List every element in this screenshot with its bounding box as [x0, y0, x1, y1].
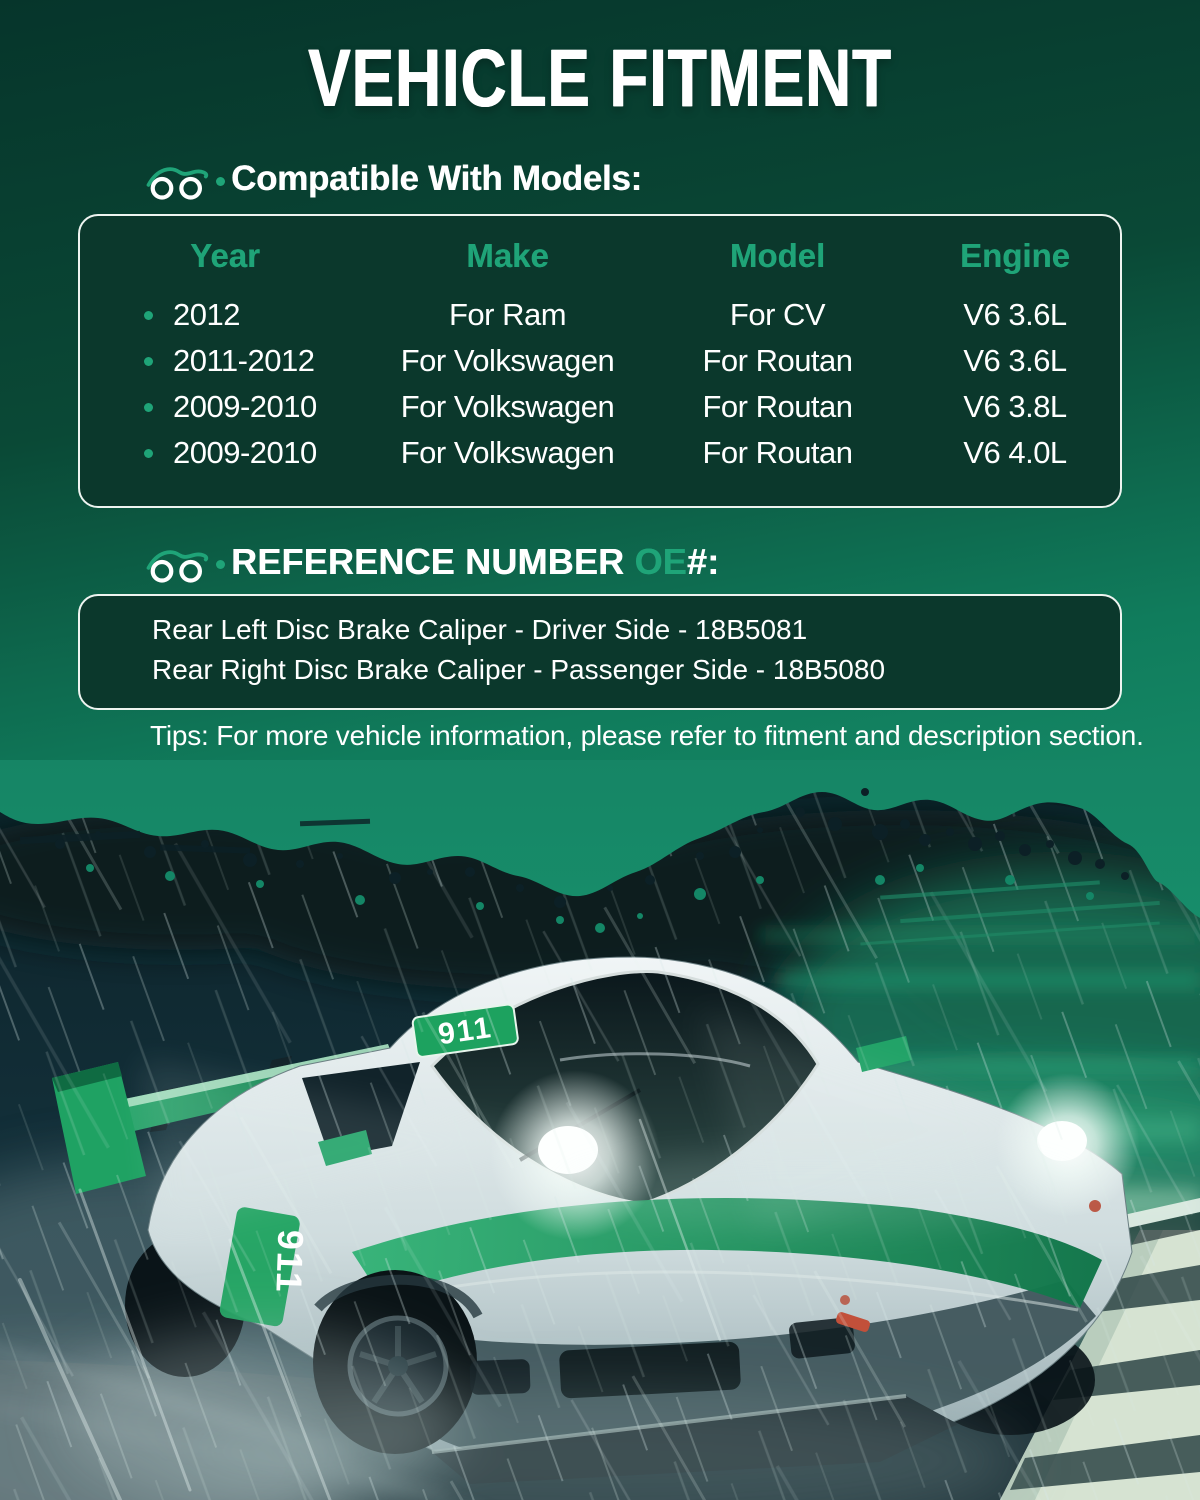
reference-heading — [231, 541, 719, 583]
make-value: For Volkswagen — [400, 343, 615, 378]
row-bullet — [144, 357, 153, 366]
page-title: VEHICLE FITMENT — [308, 33, 892, 124]
model-value: For Routan — [702, 389, 853, 424]
table-row — [80, 292, 1120, 338]
engine-value: V6 3.6L — [963, 297, 1067, 332]
engine-value: V6 3.8L — [963, 389, 1067, 424]
col-header-model: Model — [729, 237, 826, 274]
fitment-table-panel — [78, 214, 1122, 508]
row-bullet — [144, 449, 153, 458]
year-value: 2011-2012 — [173, 343, 315, 378]
reference-heading-prefix: REFERENCE NUMBER — [231, 541, 635, 582]
bullet-dot — [216, 177, 225, 186]
reference-heading-oe: OE — [634, 541, 687, 582]
tips-note: Tips: For more vehicle information, please refer to fitment and description section. — [150, 720, 1144, 751]
engine-value: V6 3.6L — [963, 343, 1067, 378]
make-value: For Volkswagen — [400, 389, 615, 424]
reference-heading-suffix: #: — [686, 541, 720, 582]
oe-line-right: Rear Right Disc Brake Caliper - Passenger Side - 18B5080 — [152, 654, 886, 685]
col-header-year: Year — [190, 237, 260, 274]
compatible-heading-row — [146, 154, 1200, 204]
model-value: For CV — [729, 297, 826, 332]
col-header-engine: Engine — [959, 237, 1070, 274]
row-bullet — [144, 311, 153, 320]
table-row — [80, 430, 1120, 476]
model-value: For Routan — [702, 343, 853, 378]
model-value: For Routan — [702, 435, 853, 470]
year-value: 2009-2010 — [173, 435, 317, 470]
table-row — [80, 384, 1120, 430]
bullet-dot — [216, 560, 225, 569]
fitment-table-header — [80, 234, 1120, 278]
car-silhouette-icon — [146, 156, 210, 202]
row-bullet — [144, 403, 153, 412]
col-header-make: Make — [466, 237, 549, 274]
year-value: 2012 — [173, 297, 240, 332]
make-value: For Volkswagen — [400, 435, 615, 470]
year-value: 2009-2010 — [173, 389, 317, 424]
compatible-heading: Compatible With Models: — [231, 159, 642, 198]
make-value: For Ram — [448, 297, 567, 332]
table-row — [80, 338, 1120, 384]
race-car-photo — [0, 760, 1200, 1500]
car-silhouette-icon — [146, 539, 210, 585]
engine-value: V6 4.0L — [963, 435, 1067, 470]
oe-line-left: Rear Left Disc Brake Caliper - Driver Side - 18B5081 — [152, 614, 808, 645]
reference-heading-row — [146, 536, 1200, 588]
oe-number-box — [78, 594, 1122, 710]
